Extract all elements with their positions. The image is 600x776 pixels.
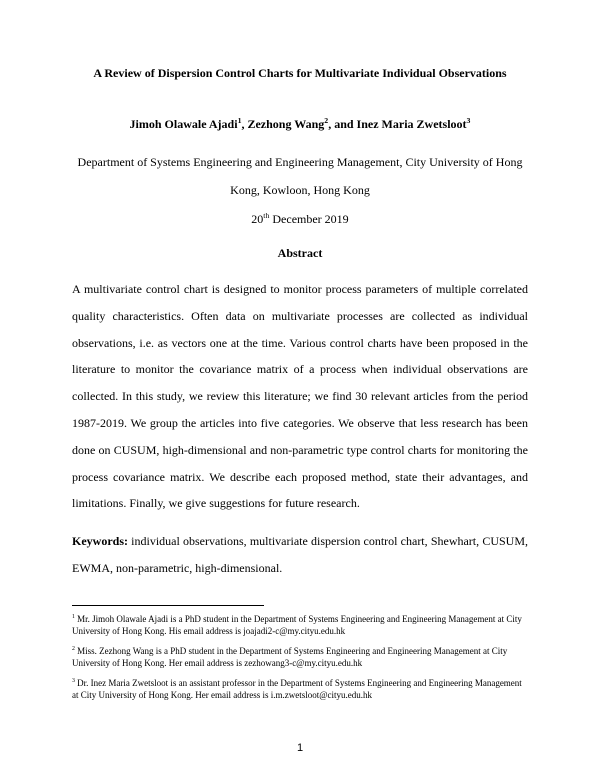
author-footnote-mark: 1 <box>237 116 242 125</box>
author-name: Zezhong Wang <box>247 117 325 131</box>
date-day: 20 <box>251 212 264 226</box>
footnote-mark: 1 <box>72 614 75 620</box>
footnote-divider <box>72 605 264 606</box>
author-footnote-mark: 3 <box>466 116 471 125</box>
author-name: Jimoh Olawale Ajadi <box>129 117 238 131</box>
keywords-paragraph <box>72 528 528 582</box>
affiliation: Department of Systems Engineering and Engineering Management, City University of Hong Kong, Kowloon, Hong Kong <box>77 155 523 197</box>
footnote <box>72 613 528 637</box>
footnote <box>72 645 528 669</box>
abstract-body: A multivariate control chart is designed to monitor process parameters of multiple correlated quality characteristics. Often data on multivariate processes are collected as individual observations, i.e. as vectors one at the time. Various control charts have been proposed in the literature to monitor the covariance matrix of a process when individual observations are collected. In this study, we review this literature; we find 30 relevant articles from the period 1987-2019. We group the articles into five categories. We observe that less research has been done on CUSUM, high-dimensional and non-parametric type control charts for monitoring the process covariance matrix. We describe each proposed method, state their advantages, and limitations. Finally, we give suggestions for future research. <box>72 282 528 511</box>
author-name: Inez Maria Zwetsloot <box>356 117 467 131</box>
author-line <box>0 117 600 132</box>
footnote-text: Dr. Inez Maria Zwetsloot is an assistant professor in the Department of Systems Engineering and Engineering Management at City University of Hong Kong. Her email address is i.m.zwetsloot@cityu.edu.hk <box>72 678 522 700</box>
keywords-text: individual observations, multivariate dispersion control chart, Shewhart, CUSUM, EWMA, non-parametric, high-dimensional. <box>72 534 528 575</box>
page-number: 1 <box>296 742 304 754</box>
author-separator: , <box>241 117 248 131</box>
footnote <box>72 677 528 701</box>
paper-title: A Review of Dispersion Control Charts for Multivariate Individual Observations <box>93 66 507 80</box>
paper-date <box>0 212 600 227</box>
footnotes <box>72 613 528 709</box>
footnote-text: Mr. Jimoh Olawale Ajadi is a PhD student in the Department of Systems Engineering and Engineering Management at City University of Hong Kong. His email address is joajadi2-c@my.cityu.edu.hk <box>72 614 522 636</box>
keywords-label: Keywords: <box>72 534 128 548</box>
date-month-year: December 2019 <box>269 212 349 226</box>
footnote-mark: 2 <box>72 646 75 652</box>
author-footnote-mark: 2 <box>324 116 329 125</box>
author-separator: , and <box>328 117 357 131</box>
date-suffix: th <box>263 211 270 220</box>
abstract-heading: Abstract <box>277 246 323 260</box>
footnote-mark: 3 <box>72 678 75 684</box>
footnote-text: Miss. Zezhong Wang is a PhD student in the Department of Systems Engineering and Engineering Management at City University of Hong Kong. Her email address is zezhowang3-c@my.cityu.edu.hk <box>72 646 508 668</box>
